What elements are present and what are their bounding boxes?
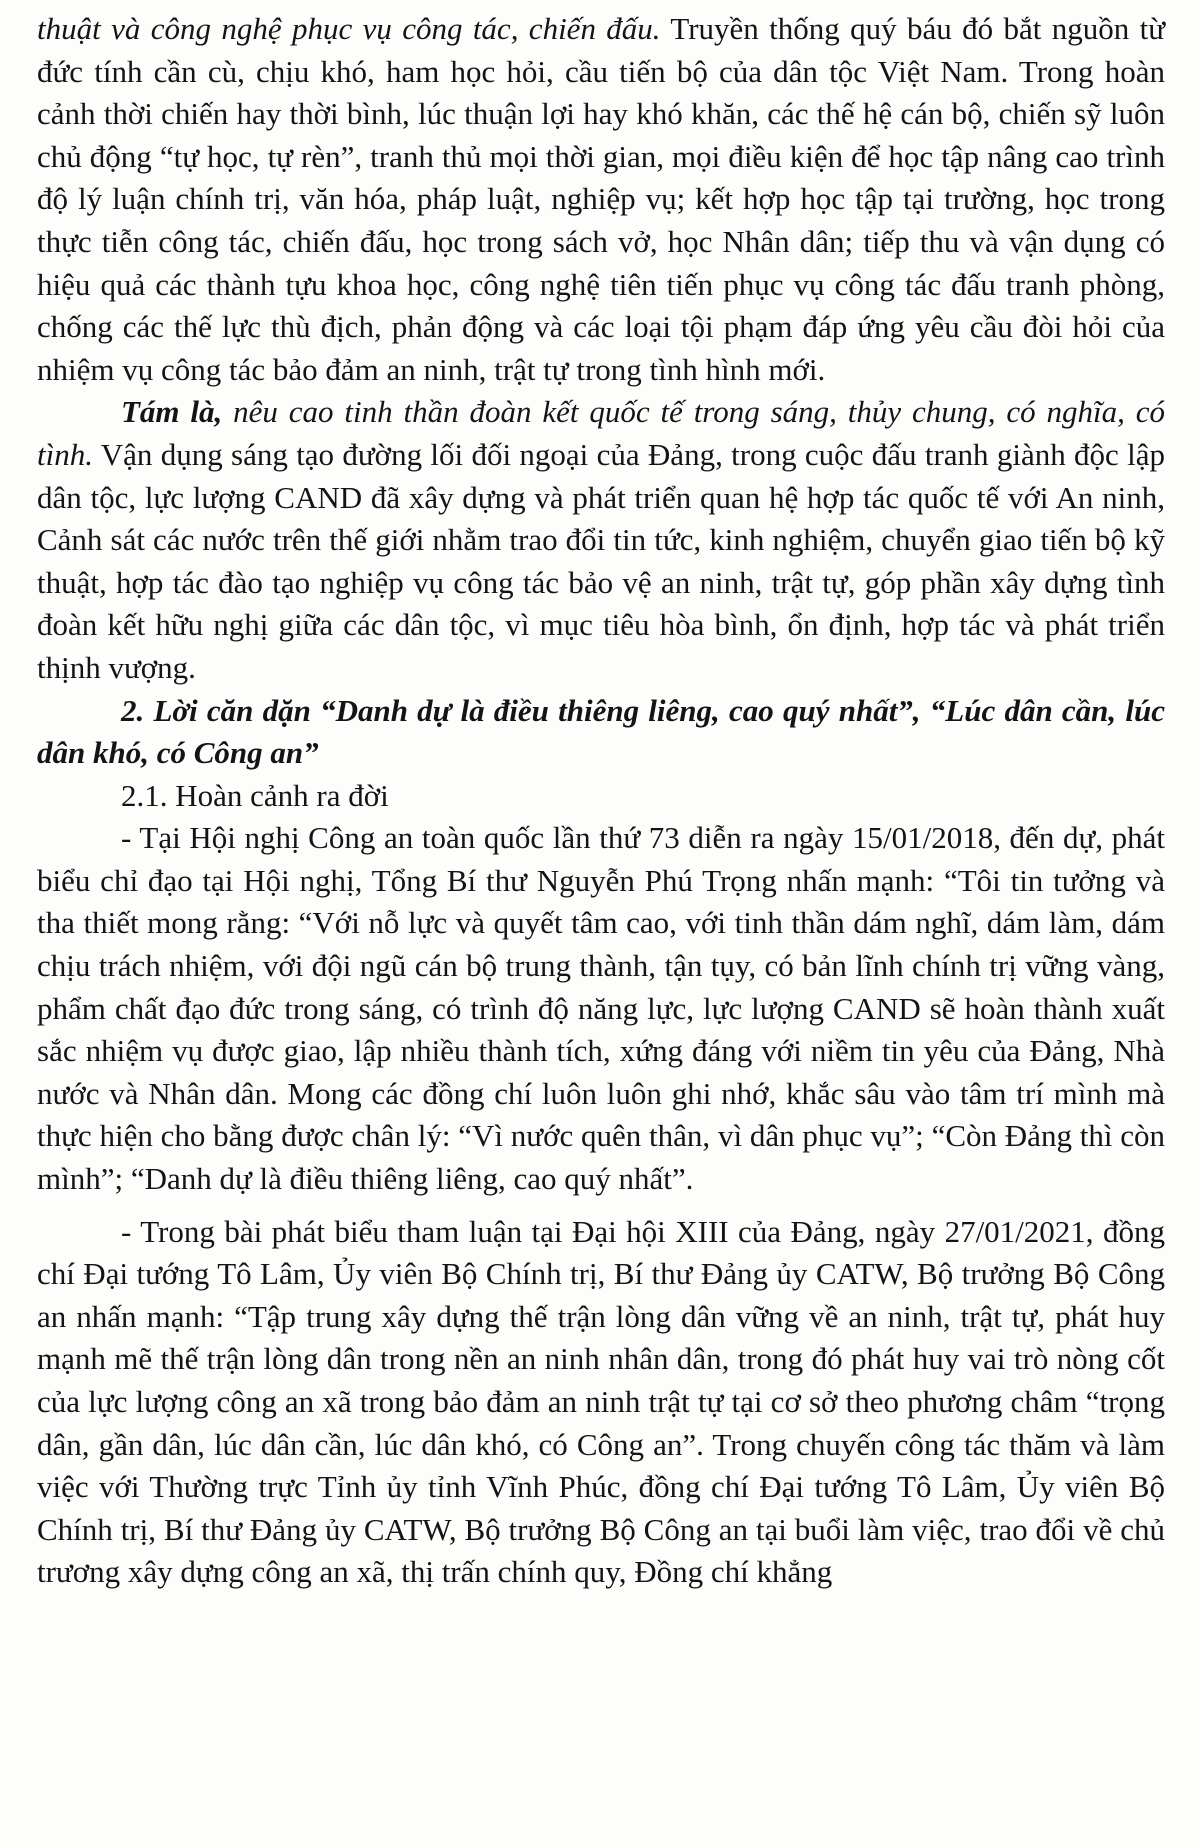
italic-lead-text: thuật và công nghệ phục vụ công tác, chiến đấu. bbox=[37, 11, 661, 46]
document-body bbox=[37, 8, 1165, 1594]
paragraph-conference-73: - Tại Hội nghị Công an toàn quốc lần thứ 73 diễn ra ngày 15/01/2018, đến dự, phát biểu chỉ đạo tại Hội nghị, Tổng Bí thư Nguyễn Phú Trọng nhấn mạnh: “Tôi tin tưởng và tha thiết mong rằng: “Với nỗ lực và quyết tâm cao, với tinh thần dám nghĩ, dám làm, dám chịu trách nhiệm, với đội ngũ cán bộ trung thành, tận tụy, có bản lĩnh chính trị vững vàng, phẩm chất đạo đức trong sáng, có trình độ năng lực, lực lượng CAND sẽ hoàn thành xuất sắc nhiệm vụ được giao, lập nhiều thành tích, xứng đáng với niềm tin yêu của Đảng, Nhà nước và Nhân dân. Mong các đồng chí luôn luôn ghi nhớ, khắc sâu vào tâm trí mình mà thực hiện cho bằng được chân lý: “Vì nước quên thân, vì dân phục vụ”; “Còn Đảng thì còn mình”; “Danh dự là điều thiêng liêng, cao quý nhất”. bbox=[37, 820, 1165, 1197]
paragraph-eighth-point bbox=[37, 391, 1165, 689]
paragraph-tradition-of-learning bbox=[37, 8, 1165, 391]
section-heading: 2. Lời căn dặn “Danh dự là điều thiêng liêng, cao quý nhất”, “Lúc dân cần, lúc dân khó, có Công an” bbox=[37, 692, 1165, 771]
italic-lead-text: nêu cao tinh thần đoàn kết quốc tế trong sáng, thủy chung, có nghĩa, có tình. bbox=[37, 394, 1165, 472]
bold-lead-text: Tám là, bbox=[121, 394, 223, 430]
subsection-heading: 2.1. Hoàn cảnh ra đời bbox=[121, 777, 389, 813]
paragraph-text: Vận dụng sáng tạo đường lối đối ngoại của Đảng, trong cuộc đấu tranh giành độc lập dân tộc, lực lượng CAND đã xây dựng và phát triển quan hệ hợp tác quốc tế với An ninh, Cảnh sát các nước trên thế giới nhằm trao đổi tin tức, kinh nghiệm, chuyển giao tiến bộ kỹ thuật, hợp tác đào tạo nghiệp vụ công tác bảo vệ an ninh, trật tự, góp phần xây dựng tình đoàn kết hữu nghị giữa các dân tộc, vì mục tiêu hòa bình, ổn định, hợp tác và phát triển thịnh vượng. bbox=[37, 436, 1165, 685]
paragraph-text: Truyền thống quý báu đó bắt nguồn từ đức tính cần cù, chịu khó, ham học hỏi, cầu tiến bộ của dân tộc Việt Nam. Trong hoàn cảnh thời chiến hay thời bình, lúc thuận lợi hay khó khăn, các thế hệ cán bộ, chiến sỹ luôn chủ động “tự học, tự rèn”, tranh thủ mọi thời gian, mọi điều kiện để học tập nâng cao trình độ lý luận chính trị, văn hóa, pháp luật, nghiệp vụ; kết hợp học tập tại trường, học trong thực tiễn công tác, chiến đấu, học trong sách vở, học Nhân dân; tiếp thu và vận dụng có hiệu quả các thành tựu khoa học, công nghệ tiên tiến phục vụ công tác đấu tranh phòng, chống các thế lực thù địch, phản động và các loại tội phạm đáp ứng yêu cầu đòi hỏi của nhiệm vụ công tác bảo đảm an ninh, trật tự trong tình hình mới. bbox=[37, 11, 1165, 387]
paragraph-congress-xiii: - Trong bài phát biểu tham luận tại Đại hội XIII của Đảng, ngày 27/01/2021, đồng chí Đại tướng Tô Lâm, Ủy viên Bộ Chính trị, Bí thư Đảng ủy CATW, Bộ trưởng Bộ Công an nhấn mạnh: “Tập trung xây dựng thế trận lòng dân vững về an ninh, trật tự, phát huy mạnh mẽ thế trận lòng dân trong nền an ninh nhân dân, trong đó phát huy vai trò nòng cốt của lực lượng công an xã trong bảo đảm an ninh trật tự tại cơ sở theo phương châm “trọng dân, gần dân, lúc dân cần, lúc dân khó, có Công an”. Trong chuyến công tác thăm và làm việc với Thường trực Tỉnh ủy tỉnh Vĩnh Phúc, đồng chí Đại tướng Tô Lâm, Ủy viên Bộ Chính trị, Bí thư Đảng ủy CATW, Bộ trưởng Bộ Công an tại buổi làm việc, trao đổi về chủ trương xây dựng công an xã, thị trấn chính quy, Đồng chí khẳng bbox=[37, 1213, 1165, 1590]
